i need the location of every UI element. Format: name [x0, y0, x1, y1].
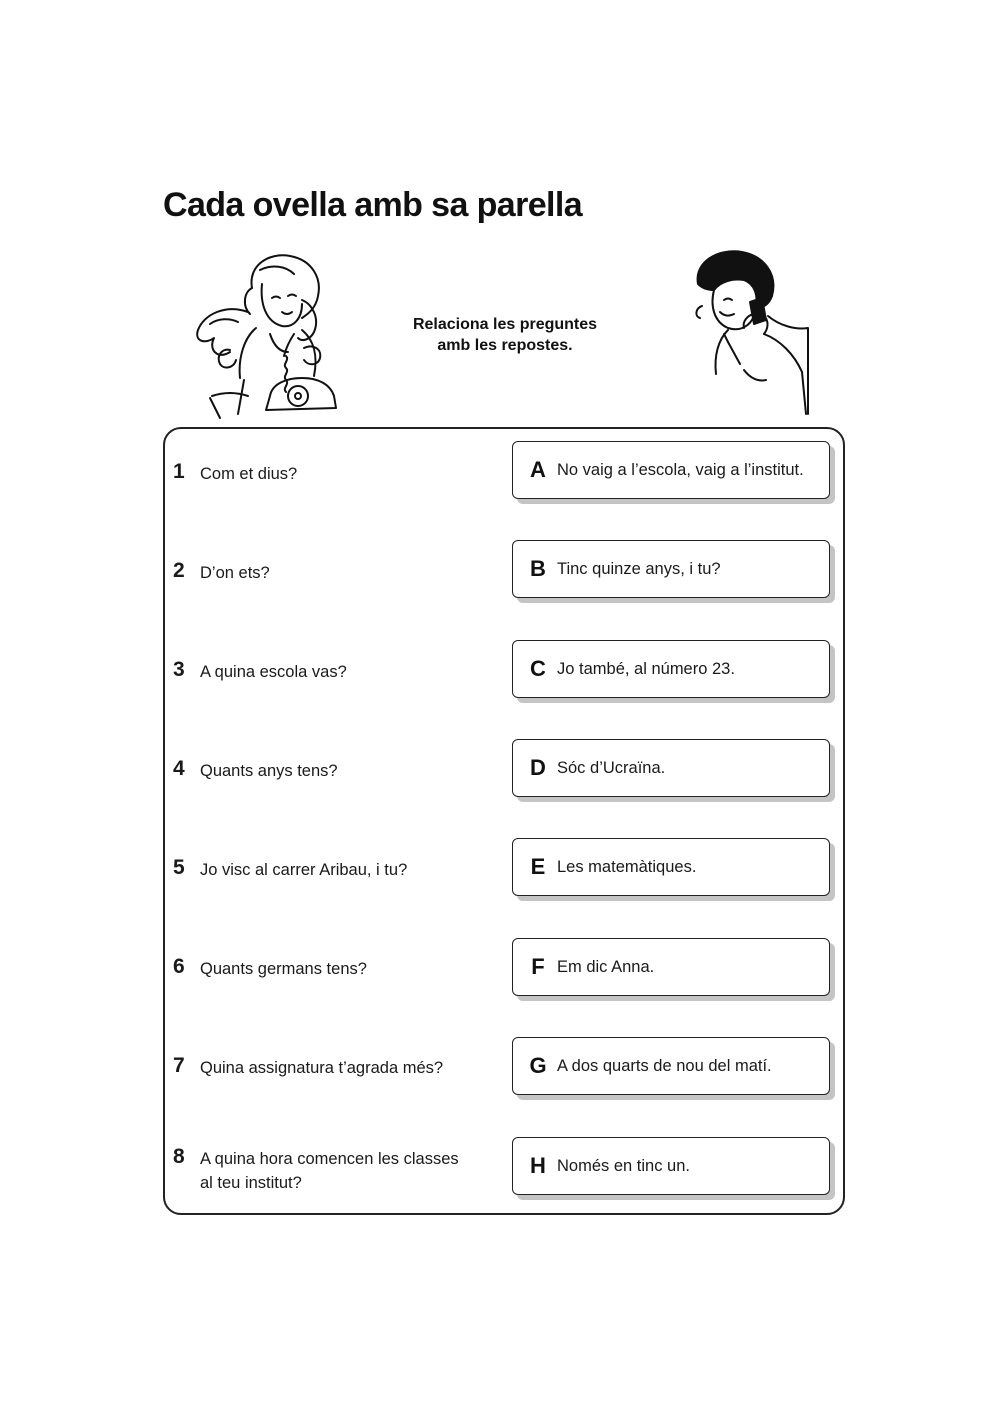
question-number: 5 — [173, 856, 185, 879]
answer-text: No vaig a l’escola, vaig a l’institut. — [557, 460, 804, 479]
answer-text: Em dic Anna. — [557, 957, 655, 976]
question-item — [173, 1147, 459, 1195]
question-item — [173, 561, 270, 585]
answer-box[interactable] — [512, 540, 830, 598]
question-item — [173, 858, 407, 882]
question-number: 6 — [173, 955, 185, 978]
question-number: 8 — [173, 1145, 185, 1168]
question-text: Quants germans tens? — [200, 960, 367, 978]
answer-text: Jo també, al número 23. — [557, 659, 735, 678]
answer-letter: A — [530, 457, 546, 482]
question-text: Quina assignatura t’agrada més? — [200, 1059, 444, 1077]
answer-box[interactable] — [512, 640, 830, 698]
answer-text: Només en tinc un. — [557, 1156, 690, 1175]
page-title: Cada ovella amb sa parella — [163, 186, 583, 224]
instruction-line-1: Relaciona les preguntes — [412, 316, 598, 333]
question-item — [173, 660, 347, 684]
answer-box[interactable] — [512, 739, 830, 797]
question-text: A quina escola vas? — [200, 663, 347, 681]
answer-letter: B — [530, 556, 546, 581]
answer-text: A dos quarts de nou del matí. — [557, 1056, 772, 1075]
question-item — [173, 957, 367, 981]
question-item — [173, 759, 338, 783]
answer-box[interactable] — [512, 1137, 830, 1195]
answer-text: Tinc quinze anys, i tu? — [557, 559, 721, 578]
question-text: Jo visc al carrer Aribau, i tu? — [200, 861, 408, 879]
question-text: D’on ets? — [200, 564, 270, 582]
girl-on-phone-icon — [190, 248, 345, 420]
question-number: 1 — [173, 460, 185, 483]
answer-letter: G — [529, 1053, 547, 1078]
question-text: Quants anys tens? — [200, 762, 338, 780]
question-number: 4 — [173, 757, 185, 780]
question-number: 2 — [173, 559, 185, 582]
answer-box[interactable] — [512, 938, 830, 996]
answer-letter: E — [530, 854, 546, 879]
instruction-text — [360, 314, 650, 356]
answer-box[interactable] — [512, 441, 830, 499]
question-number: 7 — [173, 1054, 185, 1077]
answer-text: Sóc d’Ucraïna. — [557, 758, 666, 777]
answer-letter: F — [531, 954, 545, 979]
answer-text: Les matemàtiques. — [557, 857, 697, 876]
answer-box[interactable] — [512, 838, 830, 896]
question-item — [173, 462, 297, 486]
answer-box[interactable] — [512, 1037, 830, 1095]
question-text: A quina hora comencen les classes — [200, 1150, 459, 1168]
boy-on-phone-icon — [684, 246, 814, 418]
question-text-line-2: al teu institut? — [200, 1174, 302, 1192]
question-number: 3 — [173, 658, 185, 681]
question-text: Com et dius? — [200, 465, 298, 483]
answer-letter: C — [530, 656, 546, 681]
answer-letter: H — [530, 1153, 546, 1178]
instruction-line-2: amb les repostes. — [437, 337, 573, 354]
answer-letter: D — [530, 755, 546, 780]
question-item — [173, 1056, 443, 1080]
